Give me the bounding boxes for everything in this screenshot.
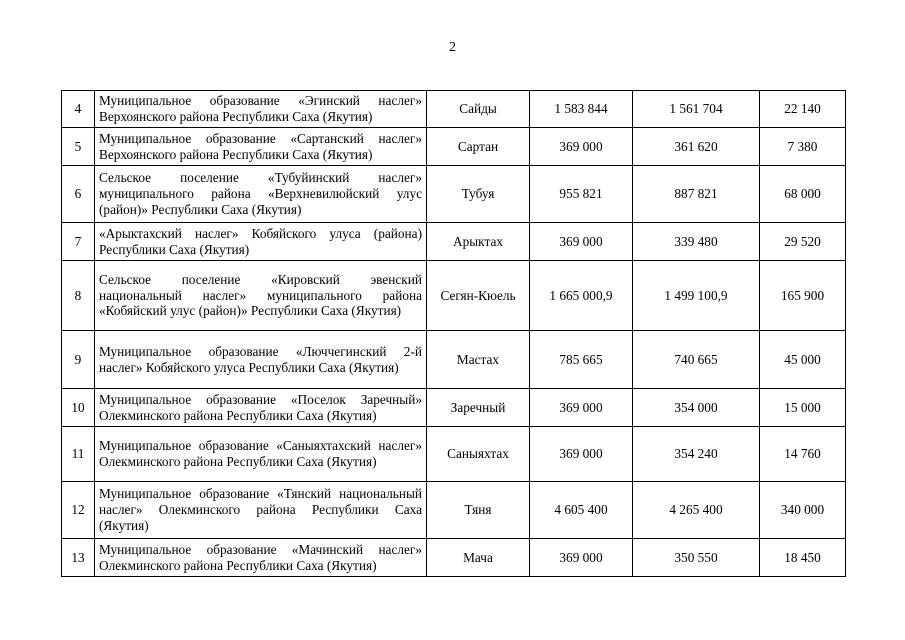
municipality-name: Сельское поселение «Кировский эвенский национальный наслег» муниципального района «Кобяйский улус (район)» Республики Саха (Якутия) (95, 261, 427, 331)
total-amount: 785 665 (530, 331, 633, 389)
amount-2: 15 000 (760, 389, 846, 427)
amount-1: 350 550 (633, 539, 760, 577)
allocation-table (61, 90, 846, 577)
municipality-name: Муниципальное образование «Поселок Заречный» Олекминского района Республики Саха (Якутия) (95, 389, 427, 427)
table-row (62, 91, 846, 128)
amount-1: 339 480 (633, 223, 760, 261)
settlement-name: Тубуя (427, 166, 530, 223)
amount-2: 45 000 (760, 331, 846, 389)
total-amount: 955 821 (530, 166, 633, 223)
total-amount: 369 000 (530, 389, 633, 427)
total-amount: 1 665 000,9 (530, 261, 633, 331)
table-row (62, 223, 846, 261)
municipality-name: «Арыктахский наслег» Кобяйского улуса (района) Республики Саха (Якутия) (95, 223, 427, 261)
row-number: 4 (62, 91, 95, 128)
row-number: 5 (62, 128, 95, 166)
amount-1: 361 620 (633, 128, 760, 166)
settlement-name: Сайды (427, 91, 530, 128)
settlement-name: Мача (427, 539, 530, 577)
row-number: 9 (62, 331, 95, 389)
settlement-name: Заречный (427, 389, 530, 427)
row-number: 6 (62, 166, 95, 223)
amount-2: 165 900 (760, 261, 846, 331)
settlement-name: Мастах (427, 331, 530, 389)
row-number: 13 (62, 539, 95, 577)
amount-2: 18 450 (760, 539, 846, 577)
total-amount: 369 000 (530, 128, 633, 166)
amount-2: 22 140 (760, 91, 846, 128)
amount-1: 1 499 100,9 (633, 261, 760, 331)
municipality-name: Муниципальное образование «Тянский национальный наслег» Олекминского района Республики Саха (Якутия) (95, 482, 427, 539)
table-row (62, 389, 846, 427)
amount-1: 354 240 (633, 427, 760, 482)
settlement-name: Арыктах (427, 223, 530, 261)
municipality-name: Муниципальное образование «Сартанский наслег» Верхоянского района Республики Саха (Якутия) (95, 128, 427, 166)
amount-1: 887 821 (633, 166, 760, 223)
row-number: 11 (62, 427, 95, 482)
table-row (62, 128, 846, 166)
amount-2: 14 760 (760, 427, 846, 482)
amount-1: 4 265 400 (633, 482, 760, 539)
table-row (62, 166, 846, 223)
amount-2: 340 000 (760, 482, 846, 539)
total-amount: 369 000 (530, 427, 633, 482)
settlement-name: Сартан (427, 128, 530, 166)
row-number: 12 (62, 482, 95, 539)
amount-2: 7 380 (760, 128, 846, 166)
settlement-name: Тяня (427, 482, 530, 539)
page-number: 2 (449, 40, 456, 55)
total-amount: 4 605 400 (530, 482, 633, 539)
settlement-name: Саныяхтах (427, 427, 530, 482)
municipality-name: Муниципальное образование «Эгинский наслег» Верхоянского района Республики Саха (Якутия) (95, 91, 427, 128)
municipality-name: Сельское поселение «Тубуйинский наслег» муниципального района «Верхневилюйский улус (район)» Республики Саха (Якутия) (95, 166, 427, 223)
amount-1: 740 665 (633, 331, 760, 389)
amount-2: 29 520 (760, 223, 846, 261)
total-amount: 1 583 844 (530, 91, 633, 128)
municipality-name: Муниципальное образование «Мачинский наслег» Олекминского района Республики Саха (Якутия) (95, 539, 427, 577)
table-row (62, 539, 846, 577)
row-number: 7 (62, 223, 95, 261)
table-row (62, 331, 846, 389)
amount-1: 1 561 704 (633, 91, 760, 128)
table-row (62, 261, 846, 331)
row-number: 10 (62, 389, 95, 427)
amount-2: 68 000 (760, 166, 846, 223)
table-row (62, 427, 846, 482)
total-amount: 369 000 (530, 539, 633, 577)
total-amount: 369 000 (530, 223, 633, 261)
municipality-name: Муниципальное образование «Саныяхтахский наслег» Олекминского района Республики Саха (Якутия) (95, 427, 427, 482)
row-number: 8 (62, 261, 95, 331)
settlement-name: Сегян-Кюель (427, 261, 530, 331)
table-row (62, 482, 846, 539)
municipality-name: Муниципальное образование «Люччегинский 2-й наслег» Кобяйского улуса Республики Саха (Якутия) (95, 331, 427, 389)
amount-1: 354 000 (633, 389, 760, 427)
